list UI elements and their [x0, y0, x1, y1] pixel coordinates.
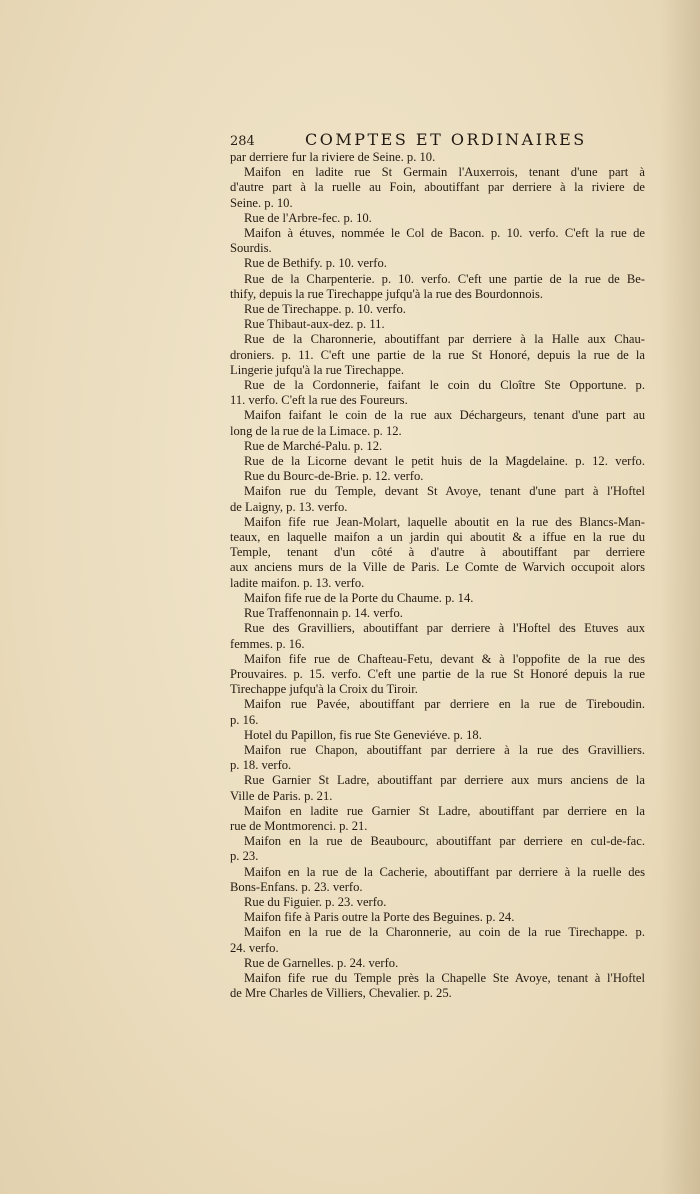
text-line: Rue de l'Arbre-fec. p. 10. — [244, 210, 372, 225]
text-line: thify, depuis la rue Tirechappe jufqu'à la rue des Bourdonnois. — [230, 286, 544, 301]
text-line: Tirechappe jufqu'à la Croix du Tiroir. — [230, 682, 418, 697]
text-line: ladite maifon. p. 13. verfo. — [230, 575, 365, 590]
text-line: Seine. p. 10. — [230, 195, 293, 210]
text-line: Ville de Paris. p. 21. — [230, 788, 333, 803]
text-line: droniers. p. 11. C'eft une partie de la rue St Honoré, depuis la rue de la — [230, 347, 645, 362]
running-head: COMPTES ET ORDINAIRES — [305, 130, 587, 149]
page-number: 284 — [230, 134, 255, 149]
text-line: Maifon faifant le coin de la rue aux Déchargeurs, tenant d'une part au — [244, 408, 645, 423]
text-line: 24. verfo. — [230, 940, 279, 955]
text-line: Maifon rue Pavée, aboutiffant par derriere en la rue de Tireboudin. — [244, 697, 645, 712]
text-line: Maifon en ladite rue Garnier St Ladre, aboutiffant par derriere en la — [244, 803, 645, 818]
body-text — [230, 150, 645, 1001]
text-line: p. 16. — [230, 712, 259, 727]
text-line: de Laigny, p. 13. verfo. — [230, 499, 348, 514]
text-line: Sourdis. — [230, 241, 272, 256]
text-line: femmes. p. 16. — [230, 636, 305, 651]
text-line: Rue du Bourc-de-Brie. p. 12. verfo. — [244, 469, 424, 484]
text-line: Rue du Figuier. p. 23. verfo. — [244, 894, 387, 909]
text-line: Rue de Bethify. p. 10. verfo. — [244, 256, 387, 271]
text-line: Lingerie jufqu'à la rue Tirechappe. — [230, 362, 404, 377]
text-line: aux anciens murs de la Ville de Paris. Le Comte de Warvich occupoit alors — [230, 560, 645, 575]
text-line: Rue de Tirechappe. p. 10. verfo. — [244, 302, 406, 317]
text-line: Maifon en la rue de Beaubourc, aboutiffant par derriere en cul-de-fac. — [244, 834, 645, 849]
text-line: p. 18. verfo. — [230, 758, 292, 773]
text-line: Rue de Garnelles. p. 24. verfo. — [244, 955, 399, 970]
text-line: rue de Montmorenci. p. 21. — [230, 818, 368, 833]
text-line: Prouvaires. p. 15. verfo. C'eft une partie de la rue St Honoré depuis la rue — [230, 666, 645, 681]
text-line: Maifon en la rue de la Charonnerie, au coin de la rue Tirechappe. p. — [244, 925, 645, 940]
text-line: d'autre part à la ruelle au Foin, aboutiffant par derriere à la riviere de — [230, 180, 645, 195]
text-line: long de la rue de la Limace. p. 12. — [230, 423, 402, 438]
text-line: Rue de la Cordonnerie, faifant le coin du Cloître Ste Opportune. p. — [244, 378, 645, 393]
text-line: Maifon en ladite rue St Germain l'Auxerrois, tenant d'une part à — [244, 165, 645, 180]
text-line: Temple, tenant d'un côté à d'autre à aboutiffant par derriere — [230, 545, 645, 560]
text-line: 11. verfo. C'eft la rue des Foureurs. — [230, 393, 408, 408]
text-line: Rue des Gravilliers, aboutiffant par derriere à l'Hoftel des Etuves aux — [244, 621, 645, 636]
text-line: Maifon fife rue Jean-Molart, laquelle aboutit en la rue des Blancs-Man- — [244, 514, 645, 529]
text-line: Rue Thibaut-aux-dez. p. 11. — [244, 317, 385, 332]
text-line: de Mre Charles de Villiers, Chevalier. p. 25. — [230, 986, 452, 1001]
text-line: Maifon fife rue de la Porte du Chaume. p. 14. — [244, 590, 474, 605]
text-line: Maifon fife rue de Chafteau-Fetu, devant & à l'oppofite de la rue des — [244, 651, 645, 666]
text-line: Rue Traffenonnain p. 14. verfo. — [244, 606, 403, 621]
text-line: Rue de la Charonnerie, aboutiffant par derriere à la Halle aux Chau- — [244, 332, 645, 347]
text-line: teaux, en laquelle maifon a un jardin qui aboutit & a iffue en la rue du — [230, 530, 645, 545]
text-line: Rue de la Charpenterie. p. 10. verfo. C'eft une partie de la rue de Be- — [244, 271, 645, 286]
text-line: par derriere fur la riviere de Seine. p. 10. — [230, 150, 436, 164]
text-line: Hotel du Papillon, fis rue Ste Geneviéve. p. 18. — [244, 727, 482, 742]
text-line: Maifon fife rue du Temple près la Chapelle Ste Avoye, tenant à l'Hoftel — [244, 970, 645, 985]
text-line: Maifon en la rue de la Cacherie, aboutiffant par derriere à la ruelle des — [244, 864, 645, 879]
text-line: Maifon rue du Temple, devant St Avoye, tenant d'une part à l'Hoftel — [244, 484, 645, 499]
text-line: Rue Garnier St Ladre, aboutiffant par derriere aux murs anciens de la — [244, 773, 645, 788]
text-line: Maifon à étuves, nommée le Col de Bacon. p. 10. verfo. C'eft la rue de — [244, 226, 645, 241]
text-line: p. 23. — [230, 849, 259, 864]
text-line: Maifon rue Chapon, aboutiffant par derriere à la rue des Gravilliers. — [244, 742, 645, 757]
text-line: Rue de Marché-Palu. p. 12. — [244, 438, 383, 453]
text-line: Bons-Enfans. p. 23. verfo. — [230, 879, 363, 894]
text-line: Maifon fife à Paris outre la Porte des Beguines. p. 24. — [244, 910, 515, 925]
text-line: Rue de la Licorne devant le petit huis de la Magdelaine. p. 12. verfo. — [244, 454, 645, 469]
